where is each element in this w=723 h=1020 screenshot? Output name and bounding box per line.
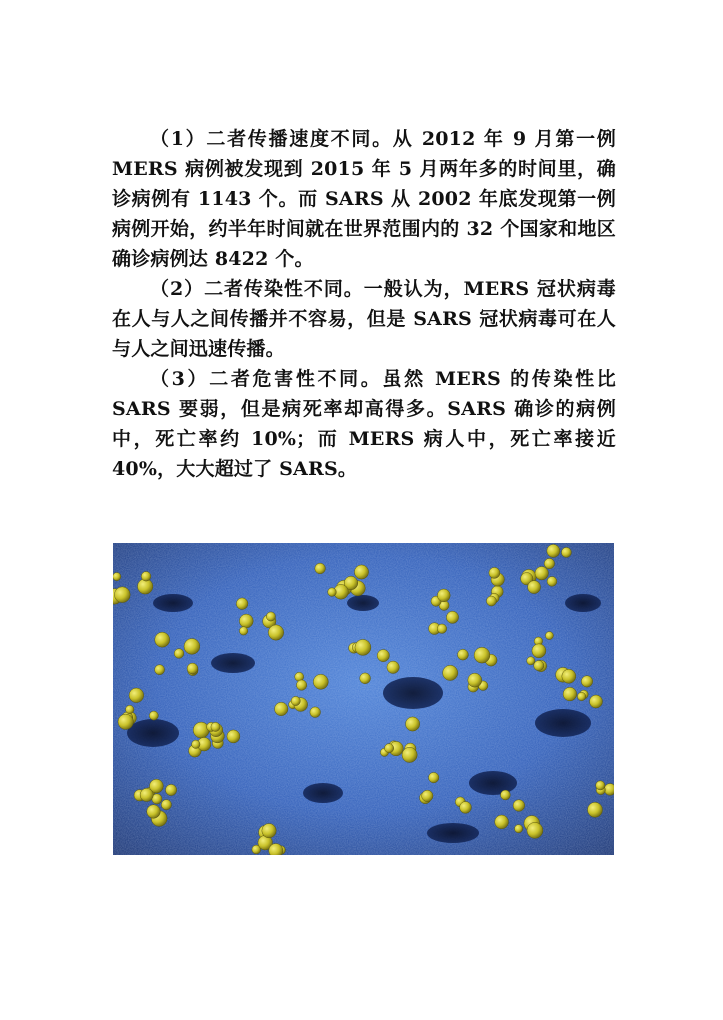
virus-particle — [266, 612, 275, 621]
article-text — [112, 124, 616, 484]
virus-particle — [577, 692, 585, 700]
virus-particle — [129, 688, 144, 703]
virus-particle — [239, 627, 247, 635]
virus-particle — [515, 825, 523, 833]
virus-particle — [486, 596, 496, 606]
virus-particle — [315, 563, 326, 574]
virus-particle — [161, 800, 171, 810]
virus-particle — [547, 577, 557, 587]
virus-particle — [422, 790, 433, 801]
virus-particle — [501, 790, 511, 800]
virus-particle — [149, 711, 158, 720]
virus-particle — [126, 705, 134, 713]
virus-particle — [184, 639, 200, 655]
crevice — [535, 709, 591, 737]
virus-particle — [402, 747, 417, 762]
paragraph-contagiousness: （2）二者传染性不同。一般认为，MERS 冠状病毒在人与人之间传播并不容易，但是 SARS 冠状病毒可在人与人之间迅速传播。 — [112, 278, 616, 360]
virus-particle — [590, 695, 603, 708]
virus-particle — [532, 644, 546, 658]
virus-particle — [495, 815, 509, 829]
crevice — [303, 783, 343, 803]
virus-particle — [275, 702, 288, 715]
virus-particle — [268, 625, 283, 640]
crevice — [383, 677, 443, 709]
virus-particle — [227, 730, 240, 743]
virus-particle — [313, 674, 328, 689]
crevice — [347, 595, 379, 611]
virus-particle — [489, 567, 500, 578]
virus-particle — [429, 772, 439, 782]
virus-particle — [545, 632, 553, 640]
virus-particle — [513, 800, 525, 812]
crevice — [427, 823, 479, 843]
virus-particle — [113, 573, 121, 581]
virus-particle — [460, 802, 472, 814]
virus-particle — [604, 784, 614, 796]
virus-particle — [141, 572, 151, 582]
virus-particle — [166, 784, 177, 795]
virus-particle — [193, 722, 209, 738]
virus-particle — [527, 822, 543, 838]
virus-particle — [446, 611, 458, 623]
virus-particle — [458, 649, 469, 660]
virus-particle — [114, 587, 130, 603]
virus-particle — [155, 665, 165, 675]
virus-particle — [355, 639, 371, 655]
virus-particle — [377, 650, 389, 662]
virus-particle — [296, 680, 306, 690]
virus-particle — [174, 649, 184, 659]
virus-particle — [581, 676, 592, 687]
virus-particle — [474, 647, 490, 663]
micrograph-svg — [113, 543, 614, 855]
virus-particle — [544, 558, 554, 568]
virus-particle — [140, 788, 153, 801]
virus-particle — [561, 547, 571, 557]
virus-particle — [291, 696, 300, 705]
virus-particle — [328, 588, 337, 597]
crevice — [565, 594, 601, 612]
virus-particle — [534, 661, 544, 671]
virus-particle — [236, 598, 248, 610]
virus-particle — [192, 740, 200, 748]
virus-particle — [239, 614, 253, 628]
virus-particle — [262, 824, 276, 838]
crevice — [153, 594, 193, 612]
virus-micrograph-image — [113, 543, 614, 855]
virus-particle — [535, 567, 548, 580]
virus-particle — [387, 661, 399, 673]
virus-particle — [547, 544, 560, 557]
virus-particle — [437, 589, 450, 602]
virus-particle — [310, 707, 321, 718]
paragraph-fatality: （3）二者危害性不同。虽然 MERS 的传染性比 SARS 要弱，但是病死率却高得多。SARS 确诊的病例中，死亡率约 10%；而 MERS 病人中，死亡率接近 40%，大大超过了 SARS。 — [112, 368, 616, 480]
virus-particle — [562, 669, 576, 683]
virus-particle — [468, 673, 482, 687]
crevice — [469, 771, 517, 795]
crevice — [211, 653, 255, 673]
virus-particle — [147, 805, 161, 819]
virus-particle — [354, 565, 368, 579]
virus-particle — [406, 717, 420, 731]
virus-particle — [155, 632, 170, 647]
virus-particle — [443, 665, 458, 680]
paragraph-transmission-speed: （1）二者传播速度不同。从 2012 年 9 月第一例 MERS 病例被发现到 2015 年 5 月两年多的时间里，确诊病例有 1143 个。而 SARS 从 2002 年底发现第一例病例开始，约半年时间就在世界范围内的 32 个国家和地区确诊病例达 8422 个。 — [112, 128, 616, 270]
virus-particle — [269, 844, 283, 856]
virus-particle — [385, 744, 394, 753]
virus-particle — [563, 687, 577, 701]
crevice — [127, 719, 179, 747]
virus-particle — [588, 802, 603, 817]
virus-particle — [527, 657, 535, 665]
virus-particle — [437, 624, 446, 633]
virus-particle — [211, 722, 220, 731]
virus-particle — [187, 663, 198, 674]
virus-particle — [118, 714, 133, 729]
virus-particle — [596, 781, 605, 790]
virus-particle — [360, 673, 371, 684]
virus-particle — [528, 581, 541, 594]
